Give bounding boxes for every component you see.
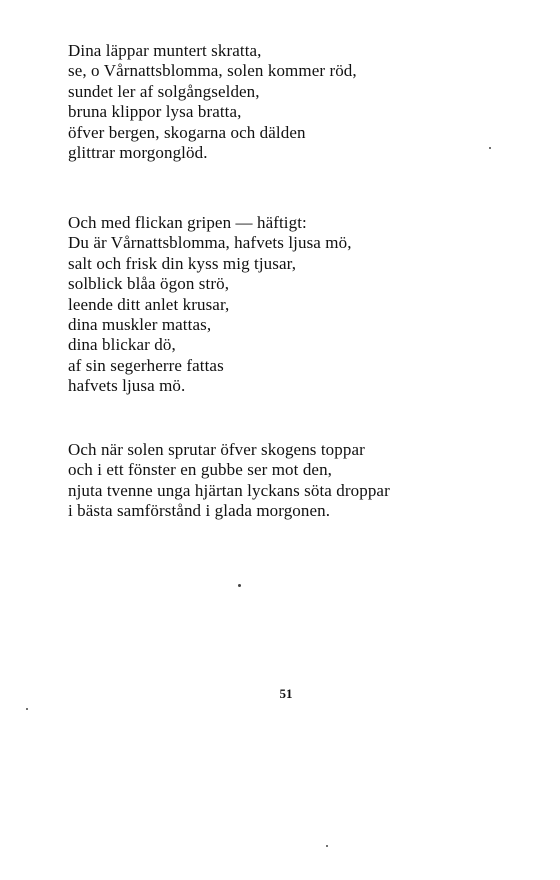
- poem-line: glittrar morgonglöd.: [68, 143, 208, 163]
- poem-line: salt och frisk din kyss mig tjusar,: [68, 253, 297, 273]
- poem-line: solblick blåa ögon strö,: [68, 274, 230, 294]
- poem-line: i bästa samförstånd i glada morgonen.: [68, 501, 331, 521]
- poem-line: och i ett fönster en gubbe ser mot den,: [68, 460, 333, 480]
- poem-line: öfver bergen, skogarna och dälden: [68, 122, 306, 142]
- poem-line: hafvets ljusa mö.: [68, 376, 186, 396]
- poem-line: Du är Vårnattsblomma, hafvets ljusa mö,: [68, 233, 352, 253]
- scan-speck: [326, 845, 328, 847]
- page-number: 51: [279, 686, 293, 701]
- poem-line: af sin segerherre fattas: [68, 355, 224, 375]
- poem-line: dina muskler mattas,: [68, 315, 212, 335]
- stanza-2: [68, 213, 352, 397]
- scan-speck: [238, 584, 241, 587]
- poem-line: se, o Vårnattsblomma, solen kommer röd,: [68, 61, 357, 81]
- stanza-1: [68, 41, 357, 163]
- poem-line: dina blickar dö,: [68, 335, 176, 355]
- poem-line: sundet ler af solgångselden,: [68, 81, 260, 101]
- poem-line: Dina läppar muntert skratta,: [68, 41, 262, 60]
- stanza-3: [68, 440, 390, 522]
- poem-line: njuta tvenne unga hjärtan lyckans söta droppar: [68, 480, 390, 500]
- poem-line: bruna klippor lysa bratta,: [68, 102, 242, 122]
- scan-speck: [26, 708, 28, 710]
- scan-speck: [489, 147, 491, 149]
- poem-line: Och med flickan gripen — häftigt:: [68, 213, 307, 232]
- poem-line: Och när solen sprutar öfver skogens toppar: [68, 440, 365, 459]
- poem-line: leende ditt anlet krusar,: [68, 294, 230, 314]
